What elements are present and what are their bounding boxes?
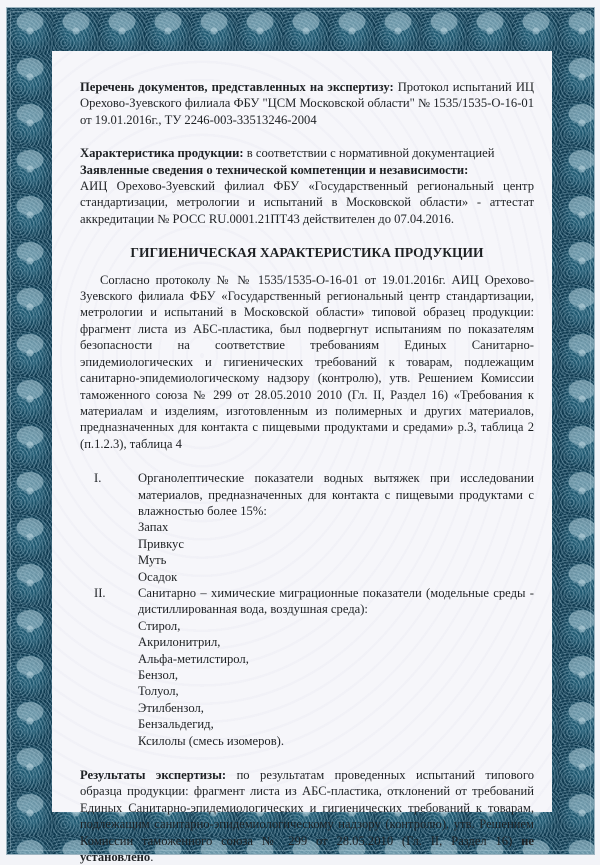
indicator-item: Осадок [138, 569, 178, 584]
indicator-description: Санитарно – химические миграционные показатели (модельные среды - дистиллированная вода, воздушная среда): [138, 585, 534, 617]
indicator-number: I. [94, 471, 102, 486]
indicator-item: Этилбензол, [138, 700, 204, 715]
indicator-items [138, 618, 534, 749]
indicator-group-2 [80, 585, 534, 749]
indicator-item: Бензальдегид, [138, 717, 214, 732]
indicator-item: Акрилонитрил, [138, 635, 221, 650]
indicator-description: Органолептические показатели водных вытяжек при исследовании материалов, предназначенных для контакта с пищевыми продуктами с влажностью более 15%: [138, 471, 534, 518]
product-characteristic-label: Характеристика продукции: [80, 146, 244, 161]
documents-text: Протокол испытаний ИЦ Орехово-Зуевского филиала ФБУ "ЦСМ Московской области" № 1535/1535-О-16-01 от 19.01.2016г., ТУ 2246-003-33513246-2004 [80, 80, 535, 127]
indicator-group-1 [80, 470, 534, 585]
indicator-item: Стирол, [138, 618, 181, 633]
indicator-number: II. [94, 585, 106, 600]
indicator-item: Привкус [138, 536, 184, 551]
competence-label: Заявленные сведения о технической компетенции и независимости: [80, 162, 469, 177]
indicator-items [138, 519, 534, 585]
competence-text: АИЦ Орехово-Зуевский филиал ФБУ «Государственный региональный центр стандартизации, метрологии и испытаний в Московской области» - аттестат аккредитации № РОСС RU.0001.21ПТ43 действителен до 07.04.2016. [80, 179, 534, 226]
results-conclusion: не установлено [80, 833, 534, 865]
indicator-item: Ксилолы (смесь изомеров). [138, 733, 285, 748]
competence-label-line [80, 162, 534, 178]
indicator-item: Запах [138, 520, 169, 535]
document-content [80, 79, 534, 865]
documents-label: Перечень документов, представленных на экспертизу: [80, 80, 394, 94]
results-end: . [150, 850, 154, 865]
results-text: по результатам проведенных испытаний типового образца продукции: фрагмент листа из АБС-пластика, отклонений от требований Единых Санитарно-эпидемиологических и гигиенических требований к товарам, подлежащим санитарно-эпидемиологическому надзору (контролю), утв. Решением Комиссии таможенного союза № 299 от 28.05.2010 (Гл. II, Раздел 16) [80, 768, 534, 848]
indicator-item: Бензол, [138, 668, 179, 682]
results-label: Результаты экспертизы: [80, 768, 227, 783]
indicator-item: Альфа-метилстирол, [138, 651, 249, 666]
results-section [80, 767, 534, 865]
indicator-item: Толуол, [138, 684, 179, 699]
documents-section [80, 79, 534, 128]
indicator-item: Муть [138, 553, 167, 568]
product-characteristic-text: в соответствии с нормативной документацией [246, 146, 495, 161]
hygienic-title: ГИГИЕНИЧЕСКАЯ ХАРАКТЕРИСТИКА ПРОДУКЦИИ [130, 245, 484, 261]
product-characteristic-section [80, 145, 534, 161]
hygienic-paragraph: Согласно протоколу № № 1535/1535-О-16-01 от 19.01.2016г. АИЦ Орехово-Зуевского филиала ФБУ «Государственный региональный центр стандартизации, метрологии и испытаний в Московской области» типовой образец продукции: фрагмент листа из АБС-пластика, был подвергнут испытаниям по показателям безопасности на соответствие требованиям Единых Санитарно-эпидемиологических и гигиенических требований к товарам, подлежащим санитарно-эпидемиологическому надзору (контролю), утв. Решением Комиссии таможенного союза № 299 от 28.05.2010 2010 (Гл. II, Раздел 16) «Требования к материалам и изделиям, изготовленным из полимерных и других материалов, предназначенных для контакта с пищевыми продуктами и средами» р.3, таблица 2 (п.1.2.3), таблица 4 [80, 272, 534, 451]
